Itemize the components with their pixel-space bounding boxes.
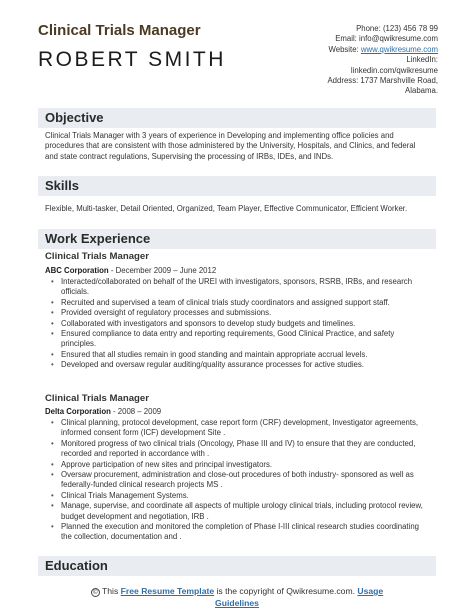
objective-text: Clinical Trials Manager with 3 years of experience in Developing and implementing office policies and procedures that are consistent with those administered by the University, Hospitals, and Clinics, and federal and state contract regulations, Supervising the processing of IRBs, IDEs, and INDs. (45, 131, 416, 161)
job-2-dates: - 2008 – 2009 (110, 407, 162, 416)
list-item: • Developed and oversaw regular auditing/quality assurance processes for active studies. (51, 360, 431, 370)
job-2-title: Clinical Trials Manager (45, 393, 149, 404)
job-2-bullet-list (51, 418, 431, 543)
website-label: Website: (328, 44, 361, 54)
list-item: • Clinical Trials Management Systems. (51, 491, 431, 501)
objective-title: Objective (45, 110, 104, 125)
list-item: • Oversaw procurement, administration and close-out procedures of both industry- sponsored as well as federally-funded clinical research projects MS . (51, 470, 431, 491)
list-item: • Ensured compliance to data entry and reporting requirements, Good Clinical Practice, and safety principles. (51, 329, 431, 350)
candidate-name: ROBERT SMITH (38, 48, 226, 71)
job-1-title: Clinical Trials Manager (45, 251, 149, 262)
list-item: • Provided oversight of regulatory processes and submissions. (51, 308, 431, 318)
list-item: • Recruited and supervised a team of clinical trials study coordinators and assigned support staff. (51, 298, 431, 308)
job-1-meta (45, 266, 216, 275)
website-line (238, 45, 438, 55)
skills-text: Flexible, Multi-tasker, Detail Oriented, Organized, Team Player, Effective Communicator, Efficient Worker. (45, 204, 408, 213)
website-link[interactable]: www.qwikresume.com (360, 44, 438, 54)
education-title: Education (45, 558, 108, 573)
objective-section-header (38, 108, 436, 128)
copyright-footer (38, 585, 436, 609)
resume-header (38, 22, 438, 102)
skills-title: Skills (45, 178, 79, 193)
contact-block (238, 24, 438, 97)
list-item: • Planned the execution and monitored the completion of Phase I-III clinical research studies coordinating the collection, documentation and . (51, 522, 431, 543)
linkedin-label: LinkedIn: (406, 55, 438, 65)
list-item: • Approve participation of new sites and principal investigators. (51, 460, 431, 470)
footer-middle: is the copyright of Qwikresume.com. (214, 586, 358, 596)
address-line-1: Address: 1737 Marshville Road, (327, 76, 438, 86)
list-item: • Ensured that all studies remain in good standing and maintain appropriate accrual levels. (51, 350, 431, 360)
free-resume-template-link[interactable]: Free Resume Template (120, 586, 215, 596)
job-title: Clinical Trials Manager (38, 22, 201, 39)
list-item: • Interacted/collaborated on behalf of the UREI with investigators, sponsors, RSRB, IRBs, and research officials. (51, 277, 431, 298)
usage-guidelines-link-part-2[interactable]: Guidelines (215, 598, 259, 608)
list-item: • Clinical planning, protocol development, case report form (CRF) development, Investigator agreements, informed consent form (ICF) development Site . (51, 418, 431, 439)
list-item: • Manage, supervise, and coordinate all aspects of multiple urology clinical trials, including protocol review, budget development and negotiation, IRB . (51, 501, 431, 522)
list-item: • Collaborated with investigators and sponsors to develop study budgets and timelines. (51, 319, 431, 329)
usage-guidelines-link-part-1[interactable]: Usage (357, 586, 384, 596)
job-1-bullet-list (51, 277, 431, 371)
address-line-2: Alabama. (405, 86, 438, 96)
job-1-dates: - December 2009 – June 2012 (108, 266, 217, 275)
education-section-header (38, 556, 436, 576)
phone-line: Phone: (123) 456 78 99 (356, 24, 438, 33)
email-line: Email: info@qwikresume.com (335, 34, 438, 44)
experience-title: Work Experience (45, 231, 151, 246)
copyright-icon: © (91, 588, 100, 597)
job-1-company: ABC Corporation (45, 266, 109, 275)
experience-section-header (38, 229, 436, 249)
job-2-company: Delta Corporation (45, 407, 111, 416)
skills-section-header (38, 176, 436, 196)
list-item: • Monitored progress of two clinical trials (Oncology, Phase III and IV) to ensure that they are conducted, recorded and reported in accordance with . (51, 439, 431, 460)
job-2-meta (45, 407, 161, 416)
footer-prefix: This (99, 586, 121, 596)
linkedin-url: linkedin.com/qwikresume (350, 65, 438, 75)
